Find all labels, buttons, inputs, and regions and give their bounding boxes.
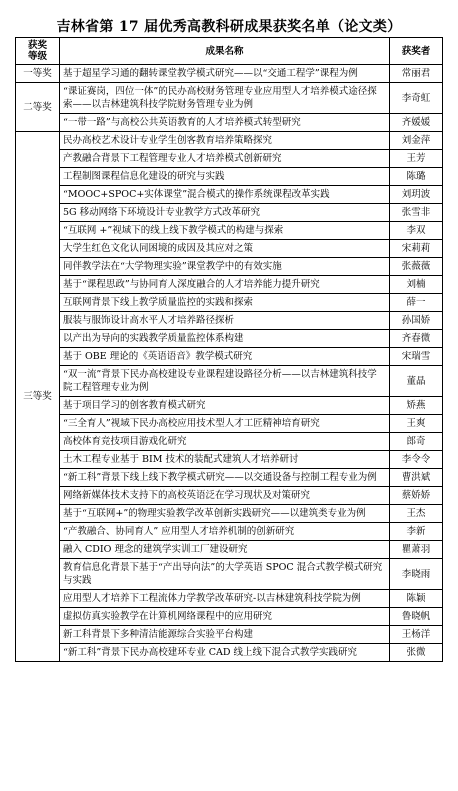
award-winner: 曹洪斌 bbox=[390, 469, 443, 487]
table-row bbox=[16, 168, 443, 186]
table-row bbox=[16, 83, 443, 114]
table-row bbox=[16, 186, 443, 204]
award-grade: 三等奖 bbox=[16, 132, 60, 662]
award-winner: 陈颖 bbox=[390, 590, 443, 608]
award-winner: 李令令 bbox=[390, 451, 443, 469]
header-author: 获奖者 bbox=[390, 38, 443, 65]
award-winner: 王杨洋 bbox=[390, 626, 443, 644]
achievement-name: “一带一路”与高校公共英语教育的人才培养模式转型研究 bbox=[60, 114, 390, 132]
table-row bbox=[16, 366, 443, 397]
table-row bbox=[16, 348, 443, 366]
award-winner: 矫燕 bbox=[390, 397, 443, 415]
achievement-name: 以产出为导向的实践教学质量监控体系构建 bbox=[60, 330, 390, 348]
achievement-name: 工程制图课程信息化建设的研究与实践 bbox=[60, 168, 390, 186]
table-row bbox=[16, 523, 443, 541]
achievement-name: “新工科”背景下线上线下教学模式研究——以交通设备与控制工程专业为例 bbox=[60, 469, 390, 487]
table-row bbox=[16, 132, 443, 150]
achievement-name: “三全育人”视域下民办高校应用技术型人才工匠精神培育研究 bbox=[60, 415, 390, 433]
achievement-name: 服装与服饰设计高水平人才培养路径探析 bbox=[60, 312, 390, 330]
table-row bbox=[16, 294, 443, 312]
award-winner: 刘金萍 bbox=[390, 132, 443, 150]
table-header-row bbox=[16, 38, 443, 65]
award-winner: 宋瑞雪 bbox=[390, 348, 443, 366]
table-row bbox=[16, 590, 443, 608]
award-winner: 蔡娇娇 bbox=[390, 487, 443, 505]
achievement-name: 高校体育竞技项目游戏化研究 bbox=[60, 433, 390, 451]
award-winner: 李新 bbox=[390, 523, 443, 541]
award-winner: 王爽 bbox=[390, 415, 443, 433]
table-body bbox=[16, 65, 443, 662]
award-winner: 齐媛媛 bbox=[390, 114, 443, 132]
award-winner: 张雪非 bbox=[390, 204, 443, 222]
table-row bbox=[16, 541, 443, 559]
award-winner: 陈璐 bbox=[390, 168, 443, 186]
table-row bbox=[16, 65, 443, 83]
achievement-name: 基于超星学习通的翻转课堂教学模式研究——以“交通工程学”课程为例 bbox=[60, 65, 390, 83]
table-row bbox=[16, 330, 443, 348]
table-row bbox=[16, 114, 443, 132]
table-row bbox=[16, 433, 443, 451]
achievement-name: 产教融合背景下工程管理专业人才培养模式创新研究 bbox=[60, 150, 390, 168]
table-row bbox=[16, 644, 443, 662]
achievement-name: 教育信息化背景下基于“产出导向法”的大学英语 SPOC 混合式教学模式研究与实践 bbox=[60, 559, 390, 590]
award-winner: 王杰 bbox=[390, 505, 443, 523]
award-winner: 常丽君 bbox=[390, 65, 443, 83]
achievement-name: 大学生红色文化认同困境的成因及其应对之策 bbox=[60, 240, 390, 258]
table-row bbox=[16, 312, 443, 330]
table-row bbox=[16, 469, 443, 487]
table-row bbox=[16, 608, 443, 626]
achievement-name: 互联网背景下线上教学质量监控的实践和探索 bbox=[60, 294, 390, 312]
award-winner: 宋莉莉 bbox=[390, 240, 443, 258]
award-winner: 齐春微 bbox=[390, 330, 443, 348]
achievement-name: 基于 OBE 理论的《英语语音》教学模式研究 bbox=[60, 348, 390, 366]
table-row bbox=[16, 276, 443, 294]
award-winner: 张微 bbox=[390, 644, 443, 662]
achievement-name: 融入 CDIO 理念的建筑学实训工厂建设研究 bbox=[60, 541, 390, 559]
achievement-name: “新工科”背景下民办高校建环专业 CAD 线上线下混合式教学实践研究 bbox=[60, 644, 390, 662]
achievement-name: 民办高校艺术设计专业学生创客教育培养策略探究 bbox=[60, 132, 390, 150]
page-title: 吉林省第 17 届优秀高教科研成果获奖名单（论文类） bbox=[56, 19, 402, 35]
table-row bbox=[16, 626, 443, 644]
header-grade: 获奖 等级 bbox=[16, 38, 60, 65]
award-winner: 董晶 bbox=[390, 366, 443, 397]
table-row bbox=[16, 559, 443, 590]
header-name: 成果名称 bbox=[60, 38, 390, 65]
achievement-name: 基于“课程思政”与协同育人深度融合的人才培养能力提升研究 bbox=[60, 276, 390, 294]
table-row bbox=[16, 222, 443, 240]
award-winner: 孙国娇 bbox=[390, 312, 443, 330]
achievement-name: “课证赛岗，四位一体”的民办高校财务管理专业应用型人才培养模式途径探索——以吉林建筑科技学院财务管理专业为例 bbox=[60, 83, 390, 114]
achievement-name: 虚拟仿真实验教学在计算机网络课程中的应用研究 bbox=[60, 608, 390, 626]
award-winner: 鲁晓帆 bbox=[390, 608, 443, 626]
achievement-name: “互联网 +”视域下的线上线下教学模式的构建与探索 bbox=[60, 222, 390, 240]
achievement-name: 同伴教学法在“大学物理实验”课堂教学中的有效实施 bbox=[60, 258, 390, 276]
table-row bbox=[16, 487, 443, 505]
achievement-name: 5G 移动网络下环境设计专业教学方式改革研究 bbox=[60, 204, 390, 222]
table-row bbox=[16, 415, 443, 433]
award-winner: 王芳 bbox=[390, 150, 443, 168]
table-row bbox=[16, 204, 443, 222]
achievement-name: 新工科背景下多种清洁能源综合实验平台构建 bbox=[60, 626, 390, 644]
award-winner: 刘玥波 bbox=[390, 186, 443, 204]
achievement-name: “产教融合、协同育人” 应用型人才培养机制的创新研究 bbox=[60, 523, 390, 541]
award-winner: 瞿萧羽 bbox=[390, 541, 443, 559]
award-winner: 郎奇 bbox=[390, 433, 443, 451]
award-winner: 薛一 bbox=[390, 294, 443, 312]
achievement-name: 基于项目学习的创客教育模式研究 bbox=[60, 397, 390, 415]
award-winner: 李奇虹 bbox=[390, 83, 443, 114]
table-row bbox=[16, 150, 443, 168]
achievement-name: 应用型人才培养下工程流体力学教学改革研究-以吉林建筑科技学院为例 bbox=[60, 590, 390, 608]
awards-table bbox=[15, 37, 443, 662]
award-winner: 李双 bbox=[390, 222, 443, 240]
award-winner: 刘楠 bbox=[390, 276, 443, 294]
table-row bbox=[16, 258, 443, 276]
table-row bbox=[16, 451, 443, 469]
achievement-name: “双一流”背景下民办高校建设专业课程建设路径分析——以吉林建筑科技学院工程管理专业为例 bbox=[60, 366, 390, 397]
award-grade: 一等奖 bbox=[16, 65, 60, 83]
table-row bbox=[16, 240, 443, 258]
award-winner: 李晓雨 bbox=[390, 559, 443, 590]
achievement-name: 基于“互联网+”的物理实验教学改革创新实践研究——以建筑类专业为例 bbox=[60, 505, 390, 523]
achievement-name: 土木工程专业基于 BIM 技术的装配式建筑人才培养研讨 bbox=[60, 451, 390, 469]
award-winner: 张薇薇 bbox=[390, 258, 443, 276]
award-grade: 二等奖 bbox=[16, 83, 60, 132]
achievement-name: “MOOC+SPOC+实体课堂”混合模式的操作系统课程改革实践 bbox=[60, 186, 390, 204]
table-row bbox=[16, 505, 443, 523]
table-row bbox=[16, 397, 443, 415]
achievement-name: 网络新媒体技术支持下的高校英语泛在学习现状及对策研究 bbox=[60, 487, 390, 505]
